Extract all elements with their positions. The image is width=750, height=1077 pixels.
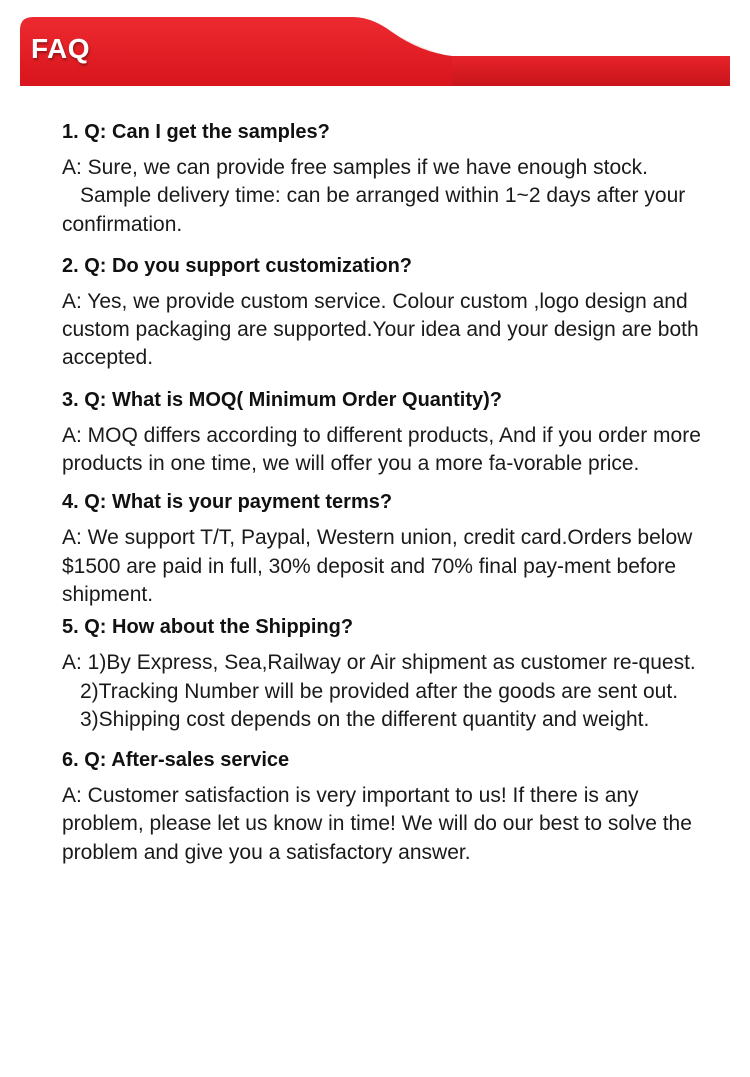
- faq-question: 3. Q: What is MOQ( Minimum Order Quantity)?: [62, 388, 503, 411]
- faq-header: [0, 0, 750, 100]
- faq-item-moq: [62, 386, 702, 479]
- faq-question: 4. Q: What is your payment terms?: [62, 491, 393, 514]
- faq-question: 5. Q: How about the Shipping?: [62, 616, 354, 639]
- faq-answer: [62, 422, 702, 479]
- faq-answer-line: A: Sure, we can provide free samples if we have enough stock.: [62, 156, 648, 179]
- header-banner-shape: [0, 0, 750, 100]
- faq-answer: [62, 154, 702, 239]
- faq-item-shipping: [62, 613, 702, 734]
- faq-answer-line: Sample delivery time: can be arranged within 1~2 days after your confirmation.: [62, 184, 686, 236]
- faq-answer-line: A: 1)By Express, Sea,Railway or Air shipment as customer re-quest.: [62, 651, 696, 675]
- faq-list: [62, 118, 702, 867]
- faq-answer: [62, 782, 702, 867]
- faq-question: 1. Q: Can I get the samples?: [62, 121, 330, 143]
- faq-answer-line: A: We support T/T, Paypal, Western union, credit card.Orders below $1500 are paid in full, 30% deposit and 70% final pay-ment before shipment.: [62, 526, 693, 606]
- faq-item-samples: [62, 118, 702, 239]
- faq-answer: [62, 524, 702, 609]
- faq-question: 6. Q: After-sales service: [62, 749, 290, 772]
- faq-title: FAQ: [31, 33, 91, 64]
- faq-answer: [62, 649, 702, 734]
- faq-item-after-sales: [62, 746, 702, 867]
- faq-answer-line: A: Customer satisfaction is very important to us! If there is any problem, please let us know in time! We will do our best to solve the problem and give you a satisfactory answer.: [62, 784, 692, 864]
- faq-item-payment-terms: [62, 488, 702, 609]
- faq-answer-line: 2)Tracking Number will be provided after the goods are sent out.: [80, 679, 679, 703]
- faq-answer-line: 3)Shipping cost depends on the different quantity and weight.: [80, 707, 650, 731]
- faq-answer-line: A: MOQ differs according to different products, And if you order more products in one time, we will offer you a more fa-vorable price.: [62, 423, 701, 476]
- faq-answer: [62, 288, 702, 373]
- faq-question: 2. Q: Do you support customization?: [62, 254, 412, 277]
- faq-answer-line: A: Yes, we provide custom service. Colour custom ,logo design and custom packaging are supported.Your idea and your design are both accepted.: [62, 289, 699, 370]
- faq-item-customization: [62, 252, 702, 373]
